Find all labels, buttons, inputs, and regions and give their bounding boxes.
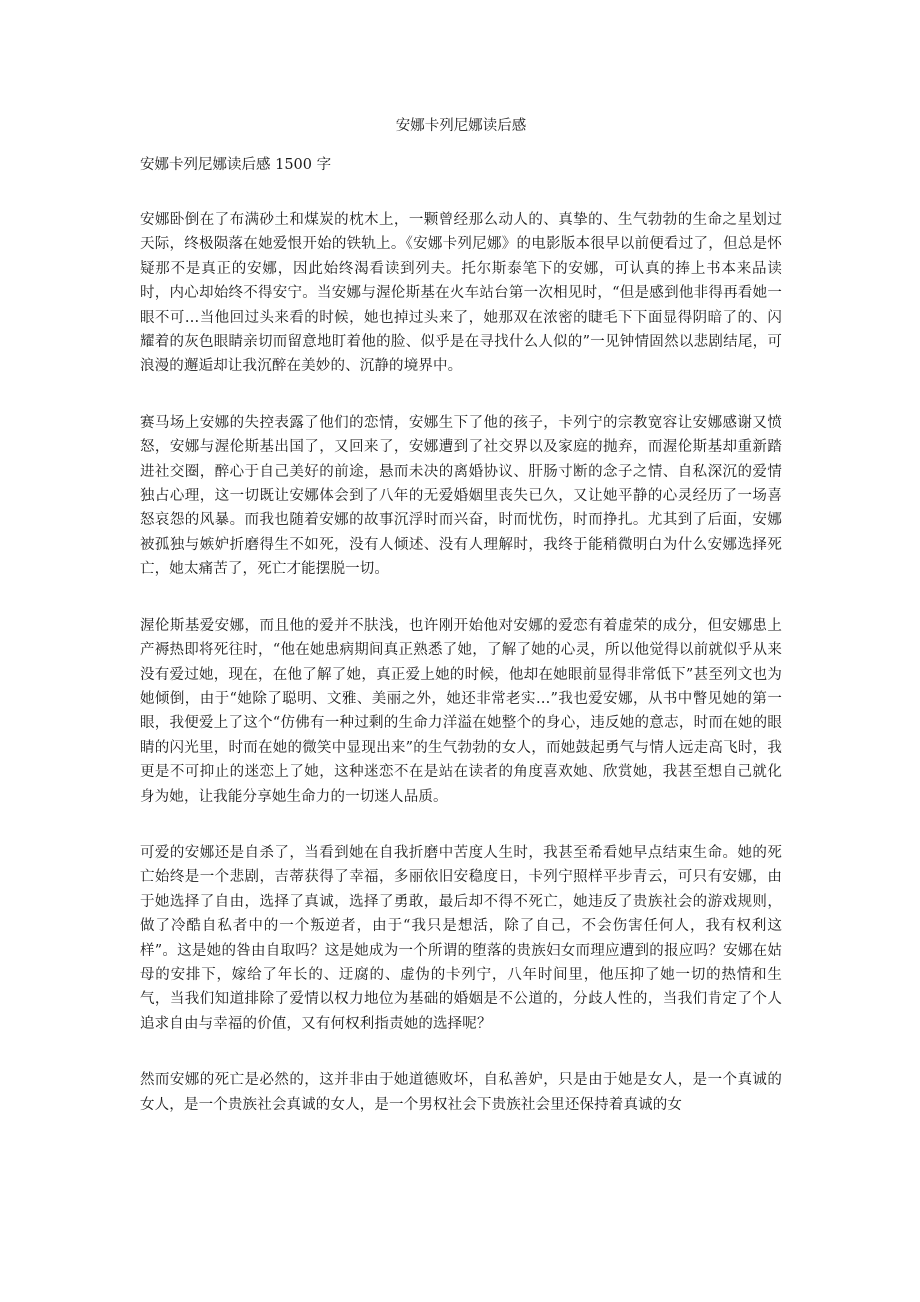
paragraph-5: 然而安娜的死亡是必然的，这并非由于她道德败坏，自私善妒，只是由于她是女人，是一个真诚的女人，是一个贵族社会真诚的女人，是一个男权社会下贵族社会里还保持着真诚的女: [140, 1072, 782, 1113]
document-title: 安娜卡列尼娜读后感: [395, 118, 527, 134]
document-body: [140, 208, 782, 1149]
paragraph-1: 安娜卧倒在了布满砂土和煤炭的枕木上，一颗曾经那么动人的、真挚的、生气勃勃的生命之星划过天际，终极陨落在她爱恨开始的铁轨上。《安娜卡列尼娜》的电影版本很早以前便看过了，但总是怀疑那不是真正的安娜，因此始终渴看读到列夫。托尔斯泰笔下的安娜，可认真的捧上书本来品读时，内心却始终不得安宁。当安娜与渥伦斯基在火车站台第一次相见时，“但是感到他非得再看她一眼不可…当他回过头来看的时候，她也掉过头来了，她那双在浓密的睫毛下下面显得阴暗了的、闪耀着的灰色眼睛亲切而留意地盯着他的脸、似乎是在寻找什么人似的”一见钟情固然以悲剧结尾，可浪漫的邂逅却让我沉醉在美妙的、沉静的境界中。: [140, 212, 782, 375]
paragraph-3: 渥伦斯基爱安娜，而且他的爱并不肤浅，也许刚开始他对安娜的爱恋有着虚荣的成分，但安娜患上产褥热即将死往时，“他在她患病期间真正熟悉了她，了解了她的心灵，所以他觉得以前就似乎从来没有爱过她，现在，在他了解了她，真正爱上她的时候，他却在她眼前显得非常低下”甚至列文也为她倾倒，由于“她除了聪明、文雅、美丽之外，她还非常老实…”我也爱安娜，从书中瞥见她的第一眼，我便爱上了这个“仿佛有一种过剩的生命力洋溢在她整个的身心，违反她的意志，时而在她的眼睛的闪光里，时而在她的微笑中显现出来”的生气勃勃的女人，而她鼓起勇气与情人远走高飞时，我更是不可抑止的迷恋上了她，这种迷恋不在是站在读者的角度喜欢她、欣赏她，我甚至想自己就化身为她，让我能分享她生命力的一切迷人品质。: [140, 617, 782, 805]
paragraph-2: 赛马场上安娜的失控表露了他们的恋情，安娜生下了他的孩子，卡列宁的宗教宽容让安娜感谢又愤怒，安娜与渥伦斯基出国了，又回来了，安娜遭到了社交界以及家庭的抛弃，而渥伦斯基却重新踏进社交圈，醉心于自己美好的前途，悬而未决的离婚协议、肝肠寸断的念子之情、自私深沉的爱情独占心理，这一切既让安娜体会到了八年的无爱婚姻里丧失已久，又让她平静的心灵经历了一场喜怒哀怨的风暴。而我也随着安娜的故事沉浮时而兴奋，时而忧伤，时而挣扎。尤其到了后面，安娜被孤独与嫉妒折磨得生不如死，没有人倾述、没有人理解时，我终于能稍微明白为什么安娜选择死亡，她太痛苦了，死亡才能摆脱一切。: [140, 414, 782, 578]
paragraph-4: 可爱的安娜还是自杀了，当看到她在自我折磨中苦度人生时，我甚至希看她早点结束生命。她的死亡始终是一个悲剧，吉蒂获得了幸福，多丽依旧安稳度日，卡列宁照样平步青云，可只有安娜，由于她选择了自由，选择了真诚，选择了勇敢，最后却不得不死亡，她违反了贵族社会的游戏规则，做了冷酷自私者中的一个叛逆者，由于“我只是想活，除了自己，不会伤害任何人，我有权利这样”。这是她的咎由自取吗？这是她成为一个所谓的堕落的贵族妇女而理应遭到的报应吗？安娜在姑母的安排下，嫁给了年长的、迂腐的、虚伪的卡列宁，八年时间里，他压抑了她一切的热情和生气，当我们知道排除了爱情以权力地位为基础的婚姻是不公道的，分歧人性的，当我们肯定了个人追求自由与幸福的价值，又有何权利指责她的选择呢？: [140, 844, 782, 1032]
document-subtitle: 安娜卡列尼娜读后感 1500 字: [140, 157, 332, 173]
